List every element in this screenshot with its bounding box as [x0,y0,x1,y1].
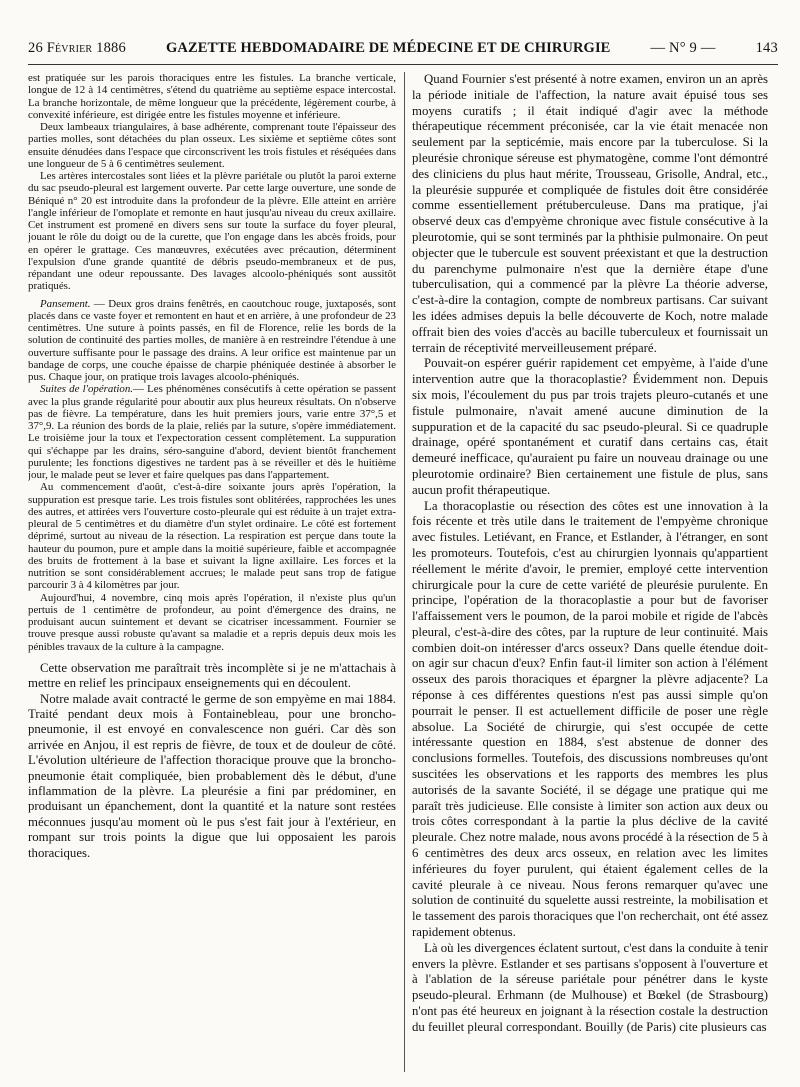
paragraph: Cette observation me paraîtrait très incomplète si je ne m'attachais à mettre en relief les principaux enseignements qui en découlent. [28,660,396,691]
left-column [28,72,396,1072]
header-issue-number: — N° 9 — [650,40,716,56]
header-date: 26 Février 1886 [28,40,126,56]
paragraph: est pratiquée sur les parois thoraciques entre les fistules. La branche verticale, longue de 12 à 14 centimètres, s'étend du quatrième au septième espace intercostal. La branche horizontale, de même longueur que la précédente, légèrement courbe, à convexité inférieure, est dirigée entre les fistules moyenne et inférieure. [28,72,396,121]
paragraph: Là où les divergences éclatent surtout, c'est dans la conduite à tenir envers la plèvre. Estlander et ses partisans s'opposent à l'ouverture et à l'ablation de la séreuse pariétale pour pénétrer dans le kyste pseudo-pleural. Erhmann (de Mulhouse) et Bœkel (de Strasbourg) n'ont pas été heureux en joignant à la résection costale la destruction du feuillet pleural correspondant. Bouilly (de Paris) cite plusieurs cas [412,940,768,1034]
commentary-section [28,661,396,861]
paragraph [28,298,396,384]
paragraph-body: — Les phénomènes consécutifs à cette opération se passent avec la plus grande régularité pour aboutir aux plus heureux résultats. On n'observe pas de fièvre. La température, dans les huit premiers jours, varie entre 37°,5 et 37°,9. La réunion des bords de la plaie, reliés par la suture, s'opère immédiatement. Le troisième jour la toux et l'expectoration cessent complètement. La suppuration qui s'échappe par les drains, séro-sanguine d'abord, devient bientôt franchement purulente; les fonctions digestives ne tardent pas à se réveiller et dès le huitième jour, le malade peut se lever et faire quelques pas dans l'appartement. [28,383,396,481]
paragraph: Au commencement d'août, c'est-à-dire soixante jours après l'opération, la suppuration est presque tarie. Les trois fistules sont oblitérées, rapprochées les unes des autres, et attirées vers l'ouverture costo-pleurale qui est réduite à un trajet extra-pleural de 5 centimètres et du diamètre d'un stylet ordinaire. Le côté est fortement déprimé, surtout au niveau de la résection. La respiration est perçue dans toute la hauteur du poumon, pure et ample dans la moitié supérieure, faible et accompagnée des bruits de frottement à la base et suivant la ligne axillaire. Les forces et la nutrition se sont considérablement accrues; le malade peut sans trop de fatigue parcourir 3 à 4 kilomètres par jour. [28,481,396,592]
running-header [28,40,778,65]
right-column [412,72,768,1072]
header-page-number: 143 [755,40,778,56]
paragraph: Deux lambeaux triangulaires, à base adhérente, comprenant toute l'épaisseur des parties molles, sont détachées du plan osseux. Les sixième et septième côtes sont ensuite dénudées dans l'espace que circonscrivent les trois fistules et réséquées dans une longueur de 5 à 6 centimètres seulement. [28,121,396,170]
paragraph: Les artères intercostales sont liées et la plèvre pariétale ou plutôt la paroi externe du sac pseudo-pleural est largement ouverte. Par cette large ouverture, une sonde de Béniqué n° 20 est introduite dans la profondeur de la plèvre. Elle atteint en arrière l'angle inférieur de l'omoplate et remonte en haut jusqu'au niveau du creux axillaire. Cet instrument est promené en divers sens sur toute la surface du foyer pleural, jouant le rôle du doigt ou de la curette, que l'on engage dans les abcès froids, pour en opérer le grattage. Ces manœuvres, exécutées avec précaution, déterminent l'expulsion d'une grande quantité de débris pseudo-membraneux et de pus, répandant une odeur repoussante. Des lavages alcoolo-phéniqués sont aussitôt pratiqués. [28,170,396,293]
paragraph: La thoracoplastie ou résection des côtes est une innovation à la fois récente et très utile dans le traitement de l'empyème chronique avec fistules. Letiévant, en France, et Estlander, à l'étranger, en sont les promoteurs. Toutefois, c'est au chirurgien lyonnais qu'appartient réellement le mérite d'avoir, le premier, employé cette intervention chirurgicale pour la cure de cette variété de pleurésie purulente. En principe, l'opération de la thoracoplastie a pour but de favoriser l'affaissement vers le poumon, de la paroi mobile et rigide de l'abcès pleural, c'est-à-dire des côtes, par la rupture de leur continuité. Mais combien doit-on intéresser d'arcs osseux? Dans quelle étendue doit-on agir sur chacun d'eux? Enfin faut-il limiter son action à l'élément osseux des parois thoraciques et épargner la plèvre adjacente? La réponse à ces différentes questions n'est pas aussi simple qu'on pourrait le penser. Il est actuellement difficile de poser une règle absolue. La Société de chirurgie, qui s'est occupée de cette intéressante question en 1884, s'est abstenue de donner des conclusions formelles. Toutefois, des discussions nombreuses qu'ont suscitées les observations et les rapports des membres les plus autorisés de la savante Société, il se dégage une pratique qui me paraît très judicieuse. Elle consiste à limiter son action aux deux ou trois côtes correspondant à la partie la plus déclive de la cavité pleurale. Chez notre malade, nous avons procédé à la résection de 5 à 6 centimètres des deux arcs osseux, en relation avec les limites inférieures du foyer purulent, qui étaient également celles de la cavité pleurale à ce niveau. Nous ferons remarquer qu'avec une solution de continuité du squelette aussi restreinte, la mobilisation et le tassement des parois thoraciques que l'on recherchait, ont été assez rapidement obtenus. [412,498,768,940]
paragraph: Quand Fournier s'est présenté à notre examen, environ un an après la période initiale de l'affection, la nature avait épuisé tous ses moyens curatifs ; il était indiqué d'agir avec la méthode thérapeutique récemment préconisée, car la vie était menacée non seulement par la septicémie, mais encore par la tuberculose. Si la pleurésie chronique séreuse est phymatogène, comme l'ont démontré des cliniciens du plus haut mérite, Trousseau, Grisolle, Andral, etc., la pleurésie suppurée et compliquée de fistules doit être considérée comme essentiellement prétuberculeuse. Dans ma pratique, j'ai observé deux cas d'empyème chronique avec fistule consécutive à la pleurotomie, qui se sont terminés par la phthisie pulmonaire. On peut objecter que le tubercule est souvent préexistant et que la destruction du parenchyme pulmonaire n'est que la dernière étape d'une tuberculisation, qui a commencé par la plèvre La théorie adverse, c'est-à-dire la contagion, compte de nombreux partisans. Car suivant les idées admises depuis la belle découverte de Koch, notre malade offrait bien des voies d'accès au bacille tuberculeux et fournissait un terrain de réceptivité merveilleusement préparé. [412,72,768,355]
paragraph: Pouvait-on espérer guérir rapidement cet empyème, à l'aide d'une intervention autre que la thoracoplastie? Évidemment non. Depuis six mois, l'écoulement du pus par trois trajets pleuro-cutanés et une fistule pulmonaire, n'avait amené aucune diminution de la suppuration et de la capacité du sac pseudo-pleural. Si ce quadruple drainage, opéré spontanément et curatif dans certains cas, était demeuré inefficace, qu'auraient pu faire un nouveau drainage ou une pleurotomie ordinaire? Bien certainement une fistule de plus, sans aucun profit thérapeutique. [412,356,768,497]
column-divider [404,72,405,1072]
paragraph-body: — Deux gros drains fenêtrés, en caoutchouc rouge, juxtaposés, sont placés dans ce vaste foyer et remontent en haut et en arrière, à une profondeur de 23 centimètres. Une suture à points passés, en fil de Florence, relie les bords de la solution de continuité des parties molles, de manière à en restreindre l'étendue à une ouverture suffisante pour le passage des drains. A leur orifice est maintenue par un bandage de corps, une couche épaisse de charpie phéniquée destinée à absorber le pus. Chaque jour, on pratique trois lavages alcoolo-phéniqués. [28,297,396,383]
paragraph: Aujourd'hui, 4 novembre, cinq mois après l'opération, il n'existe plus qu'un pertuis de 1 centimètre de profondeur, au point d'émergence des drains, ne produisant aucun suintement et devant se cicatriser incessamment. Fournier se trouve presque aussi robuste qu'avant sa maladie et a repris depuis deux mois les pénibles travaux de la culture à la campagne. [28,591,396,653]
case-report-section [28,72,396,653]
header-journal-title: GAZETTE HEBDOMADAIRE DE MÉDECINE ET DE CHIRURGIE [166,40,611,56]
paragraph-lead: Pansement. [40,297,91,310]
paragraph: Notre malade avait contracté le germe de son empyème en mai 1884. Traité pendant deux mois à Fontainebleau, pour une broncho-pneumonie, il est envoyé en convalescence non guéri. Car dès son arrivée en Anjou, il est repris de fièvre, de toux et de douleur de côté. L'évolution ultérieure de l'affection thoracique prouve que la broncho-pneumonie était compliquée, bien probablement dès le début, d'une inflammation de la plèvre. La pleurésie a fini par prédominer, en produisant un épanchement, dont la quantité et la nature sont restées méconnues jusqu'au moment où le pus s'est fait jour à l'extérieur, en rompant sur trois points la digue que lui opposaient les parois thoraciques. [28,691,396,860]
paragraph [28,383,396,481]
paragraph-lead: Suites de l'opération. [40,383,134,396]
